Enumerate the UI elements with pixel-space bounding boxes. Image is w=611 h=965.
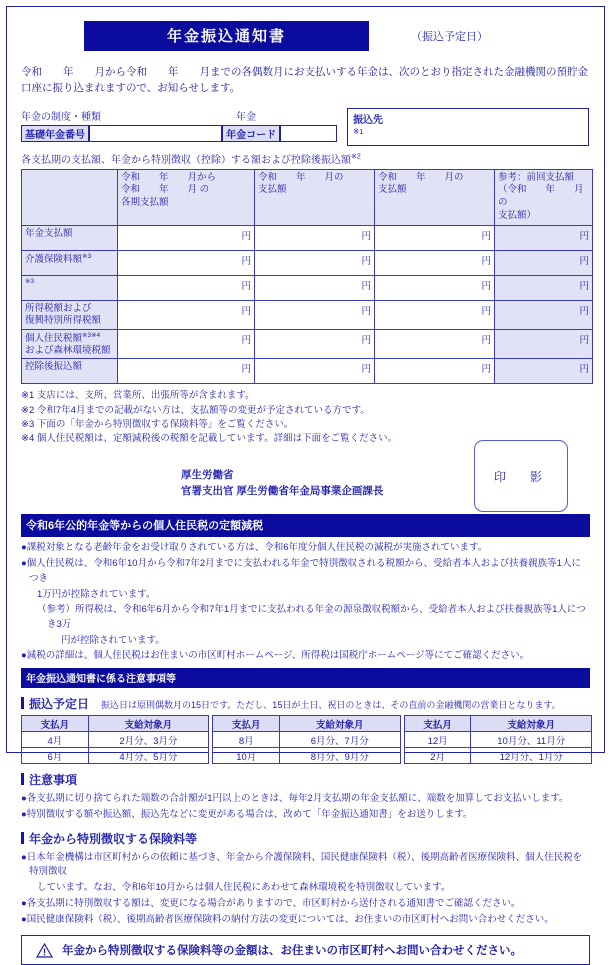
schedule-cell: 8月	[213, 732, 280, 748]
table-row	[22, 329, 593, 359]
amount-cell[interactable]: 円	[255, 359, 375, 384]
tax-section-bar: 令和6年公的年金等からの個人住民税の定額減税	[21, 514, 590, 537]
reference-amount-cell: 円	[495, 329, 593, 359]
reference-amount-cell: 円	[495, 300, 593, 329]
row-label: 所得税額および 復興特別所得税額	[22, 300, 118, 329]
issuer-signature	[181, 468, 383, 498]
amount-cell[interactable]: 円	[255, 275, 375, 300]
table-row	[22, 300, 593, 329]
schedule-header-cell: 支給対象月	[280, 716, 400, 732]
signature-area	[21, 446, 590, 510]
pension-code-input[interactable]	[280, 125, 337, 142]
schedule-cell: 4月分、5月分	[88, 748, 208, 764]
caution-items	[21, 792, 590, 822]
schedule-header-cell: 支払月	[213, 716, 280, 732]
amount-cell[interactable]: 円	[375, 275, 495, 300]
table-body	[22, 225, 593, 384]
schedule-cell: 2月	[404, 748, 471, 764]
table-header-row	[22, 169, 593, 225]
identification-fields	[21, 108, 590, 146]
special-items	[21, 851, 590, 928]
pension-code-label: 年金コード	[222, 125, 281, 142]
amount-cell[interactable]: 円	[118, 329, 255, 359]
issuer-ministry: 厚生労働省	[181, 469, 234, 482]
reference-amount-cell: 円	[495, 225, 593, 250]
schedule-heading	[21, 695, 590, 712]
amount-cell[interactable]: 円	[255, 329, 375, 359]
row-label: 介護保険料額$^{※3}$	[22, 250, 118, 275]
amounts-section-note: ※2	[351, 153, 361, 161]
identification-row	[21, 125, 337, 142]
bullet-item: 円が控除されています。	[61, 634, 165, 646]
amount-cell[interactable]: 円	[375, 359, 495, 384]
schedule-subtext: 振込日は原則偶数月の15日です。ただし、15日が土日、祝日のときは、その直前の金融機関の営業日となります。	[101, 700, 561, 711]
schedule-row	[22, 748, 592, 764]
reference-amount-cell: 円	[495, 359, 593, 384]
caution-heading-text: 注意事項	[29, 773, 78, 788]
schedule-header-cell: 支給対象月	[88, 716, 208, 732]
caution-heading	[21, 771, 590, 788]
bullet-item: ●各支払期に特別徴収する額は、変更になる場合がありますので、市区町村から送付される通知書でご確認ください。	[21, 897, 521, 909]
amounts-section-text: 各支払期の支払額、年金から特別徴収（控除）する額および控除後振込額	[21, 154, 351, 166]
tax-section-items	[21, 541, 590, 664]
bullet-item: ●減税の詳細は、個人住民税はお住まいの市区町村ホームページ、所得税は国税庁ホームページ等にてご確認ください。	[21, 650, 530, 662]
row-label: ※3	[22, 275, 118, 300]
schedule-body	[22, 716, 592, 764]
table-row	[22, 359, 593, 384]
table-row	[22, 250, 593, 275]
schedule-header-row	[22, 716, 592, 732]
row-label: 個人住民税額$^{※3※4}$ および森林環境税額	[22, 329, 118, 359]
amounts-section-label	[21, 151, 590, 166]
schedule-header-cell: 支払月	[22, 716, 89, 732]
bullet-item: ●各支払期に切り捨てられた端数の合計額が1円以上のときは、毎年2月支払期の年金支払額に、端数を加算してお支払いします。	[21, 793, 569, 805]
amount-cell[interactable]: 円	[255, 300, 375, 329]
footnote-1: ※1 支店には、支所、営業所、出張所等が含まれます。	[21, 390, 255, 402]
bullet-item: しています。なお、令和6年10月からは個人住民税にあわせて森林環境税を特別徴収しています。	[37, 882, 451, 894]
row-label: 年金支払額	[22, 225, 118, 250]
warning-box	[21, 935, 590, 965]
footnote-2: ※2 令和7年4月までの記載がない方は、支払額等の変更が予定されている方です。	[21, 404, 370, 416]
bullet-item: ●日本年金機構は市区町村からの依頼に基づき、年金から介護保険料、国民健康保険料（税）、後期高齢者医療保険料、個人住民税を特別徴収	[21, 851, 583, 878]
heading-tick-icon	[21, 773, 24, 785]
basic-number-input[interactable]	[89, 125, 222, 142]
identification-labels	[21, 108, 337, 123]
amount-cell[interactable]: 円	[118, 359, 255, 384]
amount-cell[interactable]: 円	[118, 300, 255, 329]
bullet-item: ●個人住民税は、令和6年10月から令和7年2月までに支払われる年金で特別徴収される税額から、受給者本人および扶養親族等1人につき	[21, 558, 581, 584]
reference-amount-cell: 円	[495, 275, 593, 300]
bullet-item: ●特別徴収する額や振込額、振込先などに変更がある場合は、改めて「年金振込通知書」をお送りします。	[21, 808, 473, 820]
amount-cell[interactable]: 円	[375, 329, 495, 359]
bullet-item: ●課税対象となる老齢年金をお受け取りされている方は、令和6年度分個人住民税の減税が実施されています。	[21, 542, 488, 554]
schedule-row	[22, 732, 592, 748]
schedule-cell: 2月分、3月分	[88, 732, 208, 748]
schedule-header-cell: 支給対象月	[471, 716, 592, 732]
schedule-cell: 12月分、1月分	[471, 748, 592, 764]
header-reference-amount: 参考：前回支払額 （令和 年 月の 支払額）	[495, 169, 593, 225]
amount-cell[interactable]: 円	[375, 225, 495, 250]
header-blank	[22, 169, 118, 225]
amount-cell[interactable]: 円	[118, 250, 255, 275]
schedule-heading-text: 振込予定日	[29, 697, 90, 712]
seal-box: 印 影	[474, 440, 568, 512]
schedule-cell: 12月	[404, 732, 471, 748]
payment-schedule-table	[21, 715, 592, 764]
special-heading	[21, 830, 590, 847]
amount-cell[interactable]: 円	[375, 250, 495, 275]
lead-paragraph: 令和 年 月から令和 年 月までの各偶数月にお支払いする年金は、次のとおり指定された金融機関の預貯金口座に振り込まれますので、お知らせします。	[21, 66, 588, 95]
amount-cell[interactable]: 円	[255, 225, 375, 250]
schedule-header-cell: 支払月	[404, 716, 471, 732]
issuer-officer: 官署支出官 厚生労働省年金局事業企画課長	[181, 484, 384, 497]
basic-number-label: 基礎年金番号	[21, 125, 89, 142]
bullet-item: （参考）所得税は、令和6年6月から令和7年1月までに支払われる年金の源泉徴収税額から、受給者本人および扶養親族等1人につき3万	[37, 604, 586, 631]
bullet-item: ●国民健康保険料（税）、後期高齢者医療保険料の納付方法の変更については、お住まいの市区町村へお問い合わせください。	[21, 913, 554, 925]
heading-tick-icon	[21, 697, 24, 709]
transfer-destination-label: 振込先	[353, 114, 383, 126]
nenkin-label: 年金	[236, 111, 256, 123]
page-title: 年金振込通知書	[84, 21, 369, 51]
identification-left	[21, 108, 337, 142]
heading-tick-icon	[21, 832, 24, 844]
payment-amounts-table	[21, 169, 593, 385]
title-row	[21, 21, 590, 51]
amount-cell[interactable]: 円	[118, 225, 255, 250]
scheme-label: 年金の制度・種類	[21, 111, 101, 123]
row-label: 控除後振込額	[22, 359, 118, 384]
amount-cell[interactable]: 円	[375, 300, 495, 329]
table-row	[22, 275, 593, 300]
warning-triangle-icon	[36, 943, 53, 958]
schedule-cell: 4月	[22, 732, 89, 748]
special-heading-text: 年金から特別徴収する保険料等	[29, 831, 198, 846]
footnote-3: ※3 下面の「年金から特別徴収する保険料等」をご覧ください。	[21, 418, 294, 430]
warning-text: 年金から特別徴収する保険料等の金額は、お住まいの市区町村へお問い合わせください。	[62, 945, 522, 958]
schedule-cell: 10月分、11月分	[471, 732, 592, 748]
footnotes	[21, 389, 590, 446]
header-month2-amount: 令和 年 月の 支払額	[375, 169, 495, 225]
schedule-cell: 8月分、9月分	[280, 748, 400, 764]
table-row	[22, 225, 593, 250]
reference-amount-cell: 円	[495, 250, 593, 275]
bullet-item: 1万円が控除されています。	[37, 588, 156, 600]
document-frame	[6, 6, 605, 958]
payment-date-label: （振込予定日）	[411, 31, 488, 43]
header-month1-amount: 令和 年 月の 支払額	[255, 169, 375, 225]
notice-section-bar: 年金振込通知書に係る注意事項等	[21, 668, 590, 688]
header-period-amount: 令和 年 月から 令和 年 月 の 各期支払額	[118, 169, 255, 225]
transfer-destination-box	[347, 108, 589, 146]
schedule-cell: 6月	[22, 748, 89, 764]
footnote-4: ※4 個人住民税額は、定額減税後の税額を記載しています。詳細は下面をご覧ください。	[21, 433, 398, 445]
schedule-cell: 6月分、7月分	[280, 732, 400, 748]
amount-cell[interactable]: 円	[255, 250, 375, 275]
transfer-destination-note: ※1	[353, 126, 364, 136]
amount-cell[interactable]: 円	[118, 275, 255, 300]
schedule-cell: 10月	[213, 748, 280, 764]
